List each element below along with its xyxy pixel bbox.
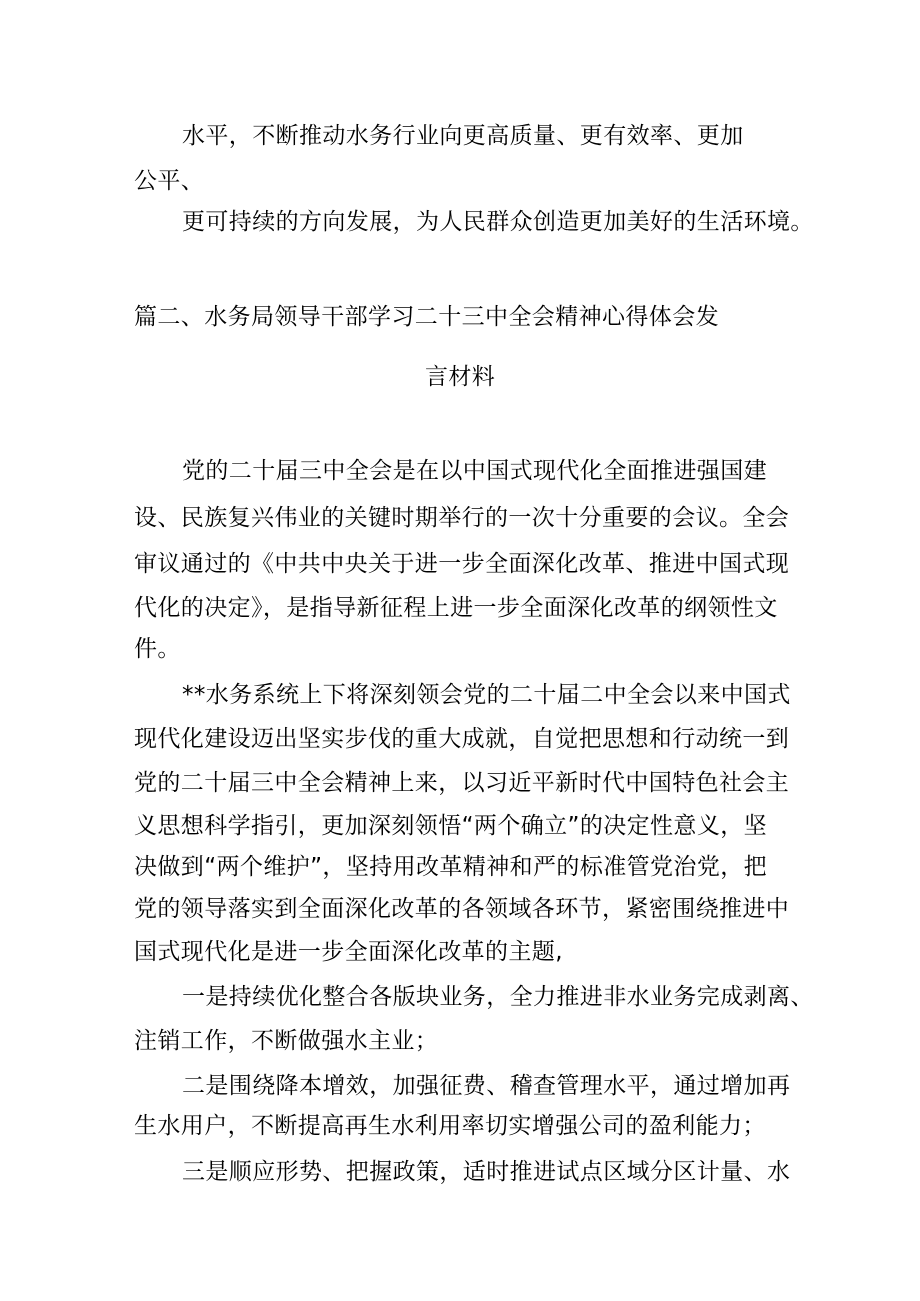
body-line: 水平，不断推动水务行业向更高质量、更有效率、更加 xyxy=(182,123,744,149)
body-line: 国式现代化是进一步全面深化改革的主题, xyxy=(134,939,563,965)
body-line: 生水用户，不断提高再生水利用率切实增强公司的盈利能力； xyxy=(134,1113,766,1139)
body-line: 注销工作，不断做强水主业； xyxy=(134,1028,439,1054)
section-title: 言材料 xyxy=(425,364,496,390)
body-line: 二是围绕降本增效，加强征费、稽查管理水平，通过增加再 xyxy=(182,1073,791,1099)
body-line: 三是顺应形势、把握政策，适时推进试点区域分区计量、水 xyxy=(182,1159,791,1185)
body-line: **水务系统上下将深刻领会党的二十届二中全会以来中国式 xyxy=(182,682,791,708)
body-line: 党的领导落实到全面深化改革的各领域各环节，紧密围绕推进中 xyxy=(134,896,790,922)
body-line: 代化的决定》，是指导新征程上进一步全面深化改革的纲领性文 xyxy=(134,595,778,621)
section-title: 篇二、水务局领导干部学习二十三中全会精神心得体会发 xyxy=(134,304,719,330)
body-line: 公平、 xyxy=(134,168,205,194)
body-line: 一是持续优化整合各版块业务，全力推进非水业务完成剥离、 xyxy=(182,984,814,1010)
body-line: 党的二十届三中全会精神上来，以习近平新时代中国特色社会主 xyxy=(134,770,790,796)
body-line: 决做到“两个维护”，坚持用改革精神和严的标准管党治党，把 xyxy=(134,854,768,880)
body-line: 更可持续的方向发展，为人民群众创造更加美好的生活环境。 xyxy=(182,209,814,235)
body-line: 党的二十届三中全会是在以中国式现代化全面推进强国建 xyxy=(182,458,767,484)
body-line: 义思想科学指引，更加深刻领悟“两个确立”的决定性意义，坚 xyxy=(134,813,768,839)
body-line: 现代化建设迈出坚实步伐的重大成就，自觉把思想和行动统一到 xyxy=(134,726,790,752)
body-line: 设、民族复兴伟业的关键时期举行的一次十分重要的会议。全会 xyxy=(134,505,790,531)
body-line: 件。 xyxy=(134,636,181,662)
body-line: 审议通过的《中共中央关于进一步全面深化改革、推进中国式现 xyxy=(134,551,790,577)
